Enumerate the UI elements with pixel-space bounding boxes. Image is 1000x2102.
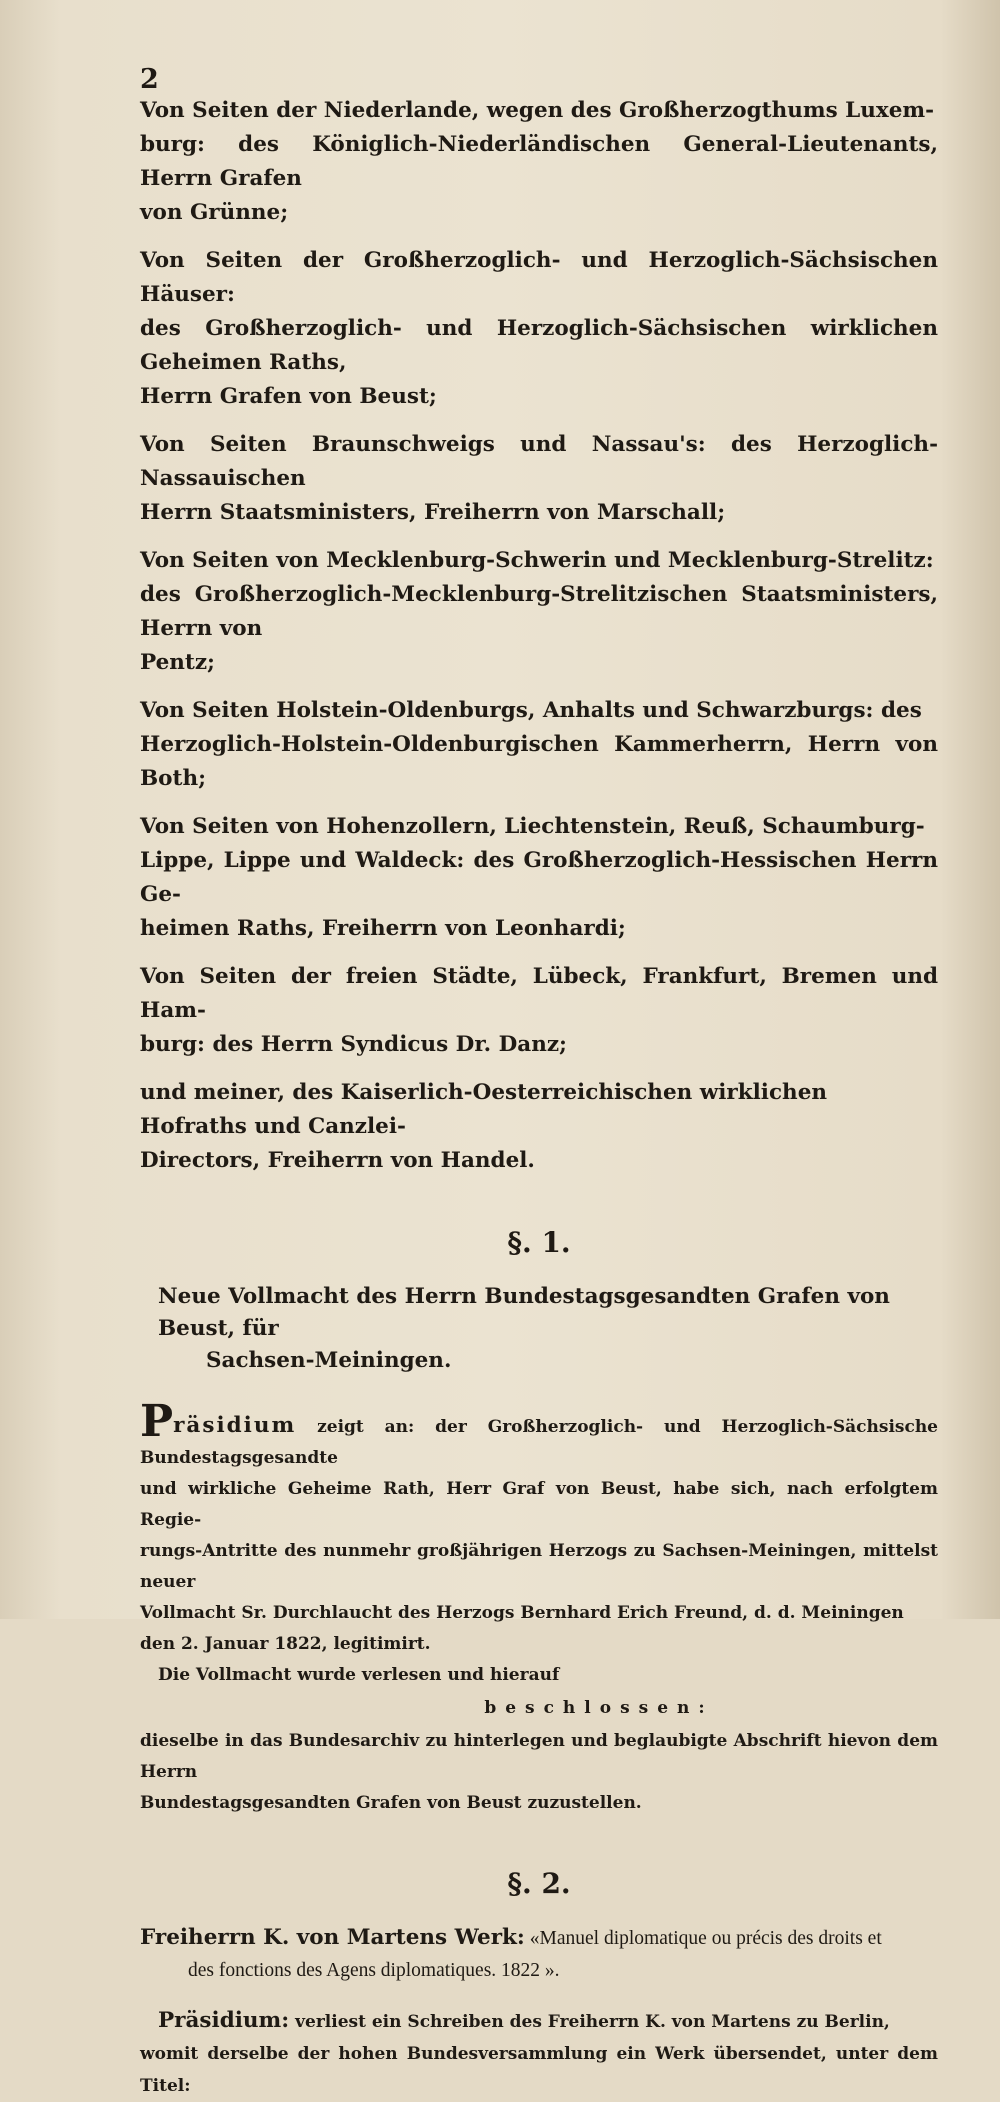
entry-line: Von Seiten Holstein-Oldenburgs, Anhalts und Schwarzburgs: des [140, 698, 922, 723]
presidium-paragraph [140, 2005, 938, 2038]
entry-line: und meiner, des Kaiserlich-Oesterreichischen wirklichen Hofraths und Canzlei- [140, 1080, 828, 1139]
entry-line: heimen Raths, Freiherrn von Leonhardi; [140, 916, 626, 941]
entry-line: Lippe, Lippe und Waldeck: des Großherzoglich-Hessischen Herrn Ge- [140, 848, 938, 907]
lead-word: räsidium [173, 1413, 297, 1438]
closing-entry [140, 1076, 938, 1178]
entry-line: Pentz; [140, 650, 215, 675]
entry-line: Von Seiten von Hohenzollern, Liechtenstein, Reuß, Schaumburg- [140, 814, 925, 839]
party-entry [140, 94, 938, 230]
heading-french: des fonctions des Agens diplomatiques. 1822 ». [188, 1960, 560, 1981]
text-line: dieselbe in das Bundesarchiv zu hinterlegen und beglaubigte Abschrift hievon dem Herrn [140, 1731, 938, 1782]
text-line: den 2. Januar 1822, legitimirt. [140, 1634, 431, 1654]
text-line: Bundestagsgesandten Grafen von Beust zuzustellen. [140, 1793, 642, 1813]
entry-line: des Großherzoglich-Mecklenburg-Strelitzischen Staatsministers, Herrn von [140, 582, 938, 641]
entry-line: Directors, Freiherrn von Handel. [140, 1148, 535, 1173]
read-line: Die Vollmacht wurde verlesen und hierauf [158, 1665, 560, 1685]
parties-list [140, 94, 938, 1178]
text-line: rungs-Antritte des nunmehr großjährigen Herzogs zu Sachsen-Meiningen, mittelst neuer [140, 1541, 938, 1592]
section-heading [140, 1922, 938, 1987]
resolution-label: beschlossen: [484, 1698, 714, 1718]
page-number: 2 [140, 64, 159, 95]
entry-line: Herzoglich-Holstein-Oldenburgischen Kammerherrn, Herrn von Both; [140, 732, 938, 791]
decision-paragraph [140, 1726, 938, 1819]
section-title [140, 1281, 938, 1377]
text-line: Vollmacht Sr. Durchlaucht des Herzogs Bernhard Erich Freund, d. d. Meiningen [140, 1603, 904, 1623]
heading-german: Freiherrn K. von Martens Werk: [140, 1925, 525, 1950]
section-2 [140, 1867, 938, 2102]
title-line: Neue Vollmacht des Herrn Bundestagsgesandten Grafen von Beust, für [158, 1284, 890, 1341]
title-line: Sachsen-Meiningen. [206, 1348, 452, 1373]
entry-line: des Großherzoglich- und Herzoglich-Sächsischen wirklichen Geheimen Raths, [140, 316, 938, 375]
party-entry [140, 810, 938, 946]
section-body [140, 2005, 938, 2102]
lead-word: Präsidium: [158, 2008, 290, 2033]
entry-line: Von Seiten Braunschweigs und Nassau's: des Herzoglich-Nassauischen [140, 432, 938, 491]
entry-line: burg: des Königlich-Niederländischen General-Lieutenants, Herrn Grafen [140, 132, 938, 191]
section-body [140, 1396, 938, 1819]
party-entry [140, 694, 938, 796]
presidium-paragraph [140, 1396, 938, 1660]
text-line: verliest ein Schreiben des Freiherrn K. von Martens zu Berlin, [289, 2012, 890, 2032]
party-entry [140, 544, 938, 680]
entry-line: von Grünne; [140, 200, 289, 225]
text-line: womit derselbe der hohen Bundesversammlung ein Werk übersendet, unter dem Titel: [140, 2044, 938, 2096]
drop-cap: P [140, 1396, 174, 1447]
text-line: und wirkliche Geheime Rath, Herr Graf von Beust, habe sich, nach erfolgtem Regie- [140, 1479, 938, 1530]
section-number: §. 2. [507, 1867, 571, 1900]
party-entry [140, 244, 938, 414]
section-1 [140, 1226, 938, 1819]
entry-line: Von Seiten von Mecklenburg-Schwerin und Mecklenburg-Strelitz: [140, 548, 934, 573]
entry-line: Herrn Grafen von Beust; [140, 384, 437, 409]
entry-line: Von Seiten der freien Städte, Lübeck, Frankfurt, Bremen und Ham- [140, 964, 938, 1023]
entry-line: Von Seiten der Niederlande, wegen des Großherzogthums Luxem- [140, 98, 935, 123]
entry-line: burg: des Herrn Syndicus Dr. Danz; [140, 1032, 567, 1057]
entry-line: Von Seiten der Großherzoglich- und Herzoglich-Sächsischen Häuser: [140, 248, 938, 307]
party-entry [140, 428, 938, 530]
heading-french: «Manuel diplomatique ou précis des droits et [524, 1928, 882, 1949]
text-line: zeigt an: der Großherzoglich- und Herzoglich-Sächsische Bundestagsgesandte [140, 1417, 938, 1468]
party-entry [140, 960, 938, 1062]
entry-line: Herrn Staatsministers, Freiherrn von Marschall; [140, 500, 726, 525]
section-number: §. 1. [507, 1226, 571, 1259]
